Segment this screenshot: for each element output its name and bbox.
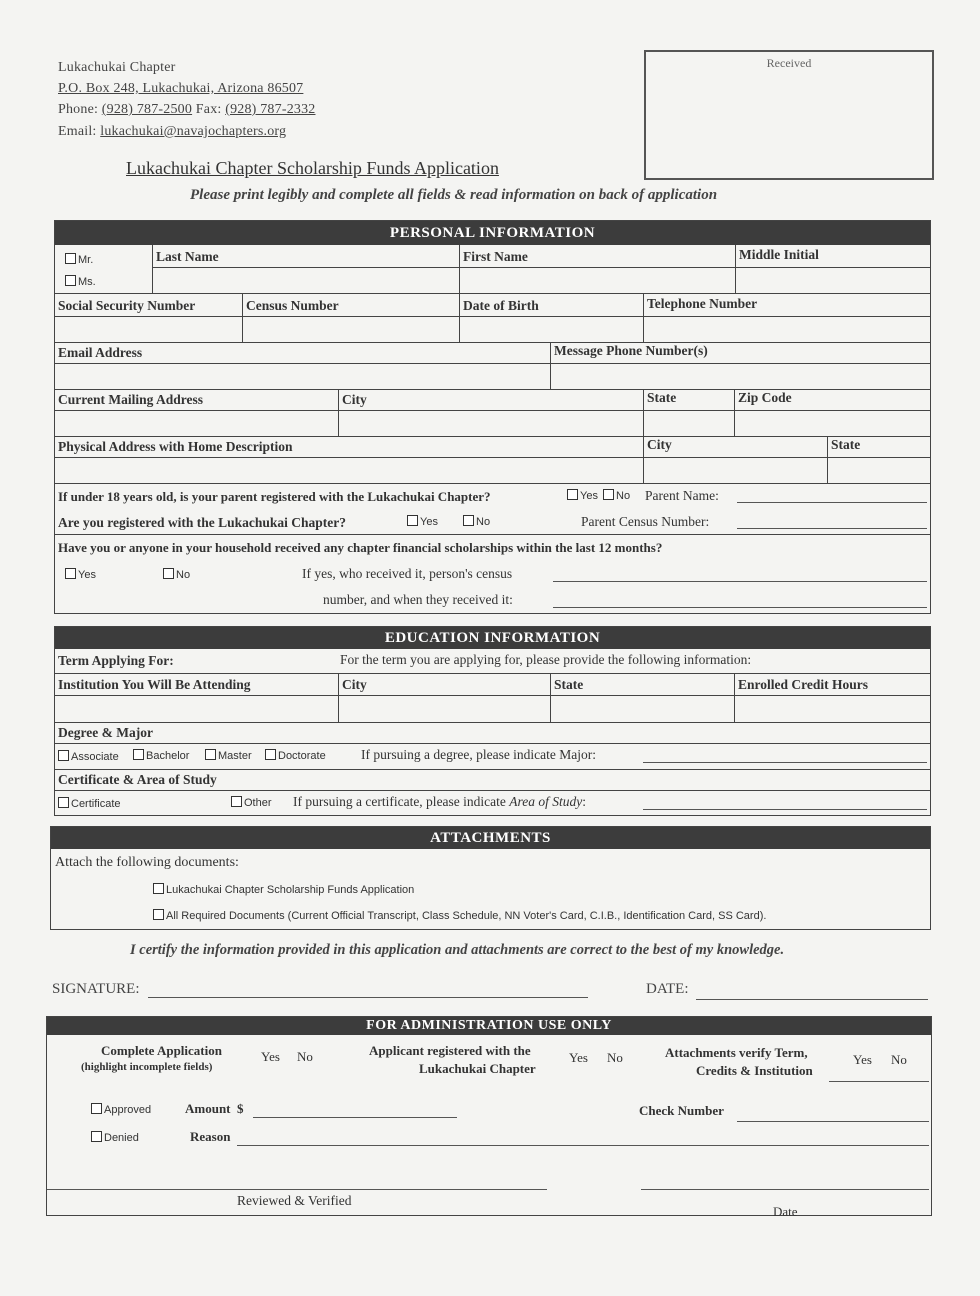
edu-city-label: City: [342, 677, 367, 692]
check-number-label: Check Number: [639, 1103, 724, 1118]
attachment-item-documents[interactable]: All Required Documents (Current Official Transcript, Class Schedule, NN Voter's Card, C.I.B., Identification Card, SS Card).: [153, 909, 766, 922]
term-row: [55, 649, 930, 674]
census-field[interactable]: [244, 318, 457, 340]
message-phone-label: Message Phone Number(s): [554, 343, 708, 358]
complete-yes[interactable]: Yes: [261, 1049, 280, 1064]
denied-checkbox[interactable]: Denied: [91, 1131, 139, 1144]
physical-row: [55, 437, 930, 484]
dob-label: Date of Birth: [463, 298, 539, 313]
applicant-registered-line1: Applicant registered with the: [369, 1043, 531, 1058]
institution-field[interactable]: [57, 697, 336, 719]
credit-hours-label: Enrolled Credit Hours: [738, 677, 869, 692]
physical-label: Physical Address with Home Description: [58, 439, 293, 454]
ms-checkbox[interactable]: Ms.: [65, 275, 96, 288]
registered-no[interactable]: No: [607, 1050, 623, 1065]
middle-initial-label: Middle Initial: [739, 247, 819, 262]
mailing-label: Current Mailing Address: [58, 392, 204, 407]
attachments-no[interactable]: No: [891, 1052, 907, 1067]
attachments-section: [50, 826, 931, 930]
mailing-row: [55, 390, 930, 437]
reason-field-1[interactable]: [237, 1143, 929, 1146]
state2-field[interactable]: [829, 459, 927, 481]
degree-label: Degree & Major: [58, 725, 153, 740]
if-yes-field-1[interactable]: [553, 579, 927, 582]
cert-note: If pursuing a certificate, please indicate Area of Study:: [293, 794, 587, 809]
fax-number: (928) 787-2332: [225, 102, 316, 117]
edu-state-label: State: [554, 677, 584, 692]
institution-label: Institution You Will Be Attending: [58, 677, 251, 692]
approved-checkbox[interactable]: Approved: [91, 1103, 151, 1116]
date-label: DATE:: [646, 981, 689, 997]
under18-yes-checkbox[interactable]: Yes: [567, 489, 598, 502]
parent-name-field[interactable]: [737, 500, 927, 503]
signature-label: SIGNATURE:: [52, 981, 140, 997]
mr-checkbox[interactable]: Mr.: [65, 253, 93, 266]
city-field[interactable]: [340, 412, 641, 434]
dob-field[interactable]: [461, 318, 641, 340]
education-info-heading: EDUCATION INFORMATION: [55, 627, 930, 649]
complete-application-label: Complete Application: [101, 1043, 222, 1058]
city2-label: City: [647, 437, 672, 452]
date-field[interactable]: [696, 997, 928, 1000]
household-question: Have you or anyone in your household received any chapter financial scholarships within the last 12 months?: [58, 540, 663, 555]
attachments-heading: ATTACHMENTS: [51, 827, 930, 849]
registered-yes[interactable]: Yes: [569, 1050, 588, 1065]
doctorate-checkbox[interactable]: Doctorate: [265, 749, 326, 762]
telephone-label: Telephone Number: [647, 296, 758, 311]
first-name-label: First Name: [463, 249, 528, 264]
signature-field[interactable]: [148, 995, 588, 998]
fax-label: Fax:: [195, 102, 222, 117]
major-note: If pursuing a degree, please indicate Major:: [361, 747, 597, 762]
mailing-field[interactable]: [57, 412, 336, 434]
registered-question: Are you registered with the Lukachukai Chapter?: [58, 515, 347, 530]
reason-label: Reason: [190, 1129, 231, 1144]
org-email-line: [58, 124, 286, 140]
area-of-study-field[interactable]: [643, 807, 927, 810]
state-label: State: [647, 390, 677, 405]
under18-question: If under 18 years old, is your parent registered with the Lukachukai Chapter?: [58, 489, 491, 504]
last-name-label: Last Name: [156, 249, 219, 264]
registered-no-checkbox[interactable]: No: [463, 515, 490, 528]
email-label-field: Email Address: [58, 345, 143, 360]
education-info-section: [54, 626, 931, 816]
registered-yes-checkbox[interactable]: Yes: [407, 515, 438, 528]
parent-census-field[interactable]: [737, 526, 927, 529]
middle-initial-field[interactable]: [737, 269, 927, 291]
edu-city-field[interactable]: [340, 697, 548, 719]
master-checkbox[interactable]: Master: [205, 749, 252, 762]
attachments-verify-line2: Credits & Institution: [696, 1063, 813, 1078]
credit-hours-field[interactable]: [736, 697, 927, 719]
attachments-intro: Attach the following documents:: [55, 855, 239, 870]
associate-checkbox[interactable]: Associate: [58, 750, 119, 763]
degree-row: [55, 723, 930, 770]
org-address: P.O. Box 248, Lukachukai, Arizona 86507: [58, 81, 304, 96]
form-title: Lukachukai Chapter Scholarship Funds Application: [126, 158, 499, 178]
ssn-label: Social Security Number: [58, 298, 196, 313]
census-label: Census Number: [246, 298, 339, 313]
org-phone-line: [58, 102, 316, 118]
major-field[interactable]: [643, 760, 927, 763]
other-checkbox[interactable]: Other: [231, 796, 272, 809]
parent-name-label: Parent Name:: [645, 488, 719, 503]
last-name-field[interactable]: [154, 269, 457, 291]
email-address[interactable]: lukachukai@navajochapters.org: [100, 124, 287, 139]
household-row: [55, 535, 930, 611]
attachment-item-application[interactable]: Lukachukai Chapter Scholarship Funds Application: [153, 883, 414, 896]
household-yes-checkbox[interactable]: Yes: [65, 568, 96, 581]
city-label: City: [342, 392, 367, 407]
amount-field[interactable]: [253, 1115, 457, 1118]
certificate-row: [55, 770, 930, 815]
complete-no[interactable]: No: [297, 1049, 313, 1064]
id-row: [55, 294, 930, 343]
date-signature-line[interactable]: [641, 1187, 929, 1190]
bachelor-checkbox[interactable]: Bachelor: [133, 749, 189, 762]
check-number-field[interactable]: [737, 1119, 929, 1122]
zip-field[interactable]: [736, 412, 927, 434]
institution-row: [55, 674, 930, 723]
if-yes-line1: If yes, who received it, person's census: [302, 566, 513, 581]
admin-heading: FOR ADMINISTRATION USE ONLY: [47, 1017, 931, 1035]
phone-number: (928) 787-2500: [101, 102, 193, 117]
registration-row: [55, 484, 930, 535]
ssn-field[interactable]: [57, 318, 240, 340]
applicant-registered-line2: Lukachukai Chapter: [419, 1061, 536, 1076]
first-name-field[interactable]: [461, 269, 735, 291]
admin-section: [46, 1016, 932, 1219]
highlight-note: (highlight incomplete fields): [81, 1061, 213, 1073]
if-yes-field-2[interactable]: [553, 605, 927, 608]
certificate-checkbox[interactable]: Certificate: [58, 797, 121, 810]
attachments-verify-line1: Attachments verify Term,: [665, 1045, 808, 1060]
state-field[interactable]: [645, 412, 732, 434]
admin-date-label: Date: [773, 1204, 798, 1219]
if-yes-line2: number, and when they received it:: [323, 592, 513, 607]
received-label: Received: [766, 56, 812, 70]
city2-field[interactable]: [645, 459, 825, 481]
reviewed-verified-label: Reviewed & Verified: [237, 1193, 352, 1208]
email-label: Email:: [58, 124, 97, 139]
telephone-field[interactable]: [645, 318, 927, 340]
personal-info-heading: PERSONAL INFORMATION: [55, 221, 930, 245]
state2-label: State: [831, 437, 861, 452]
phone-label: Phone:: [58, 102, 99, 117]
form-subtitle: Please print legibly and complete all fields & read information on back of application: [190, 187, 718, 203]
personal-info-section: [54, 220, 931, 614]
certify-statement: I certify the information provided in this application and attachments are correct to the best of my knowledge.: [130, 942, 785, 958]
email-row: [55, 343, 930, 390]
parent-census-label: Parent Census Number:: [581, 514, 710, 529]
household-no-checkbox[interactable]: No: [163, 568, 190, 581]
term-note: For the term you are applying for, please provide the following information:: [340, 652, 752, 667]
zip-label: Zip Code: [738, 390, 792, 405]
term-label: Term Applying For:: [58, 653, 174, 668]
reason-field-2[interactable]: [47, 1187, 547, 1190]
received-stamp-box: [644, 50, 934, 180]
certificate-heading: Certificate & Area of Study: [58, 772, 217, 787]
under18-no-checkbox[interactable]: No: [603, 489, 630, 502]
org-name: Lukachukai Chapter: [58, 60, 176, 75]
message-phone-field[interactable]: [552, 365, 927, 387]
edu-state-field[interactable]: [552, 697, 732, 719]
amount-label: Amount $: [185, 1101, 244, 1116]
email-field[interactable]: [57, 365, 547, 387]
name-row: [55, 245, 930, 294]
attachments-yes[interactable]: Yes: [853, 1052, 872, 1067]
physical-field[interactable]: [57, 459, 641, 481]
